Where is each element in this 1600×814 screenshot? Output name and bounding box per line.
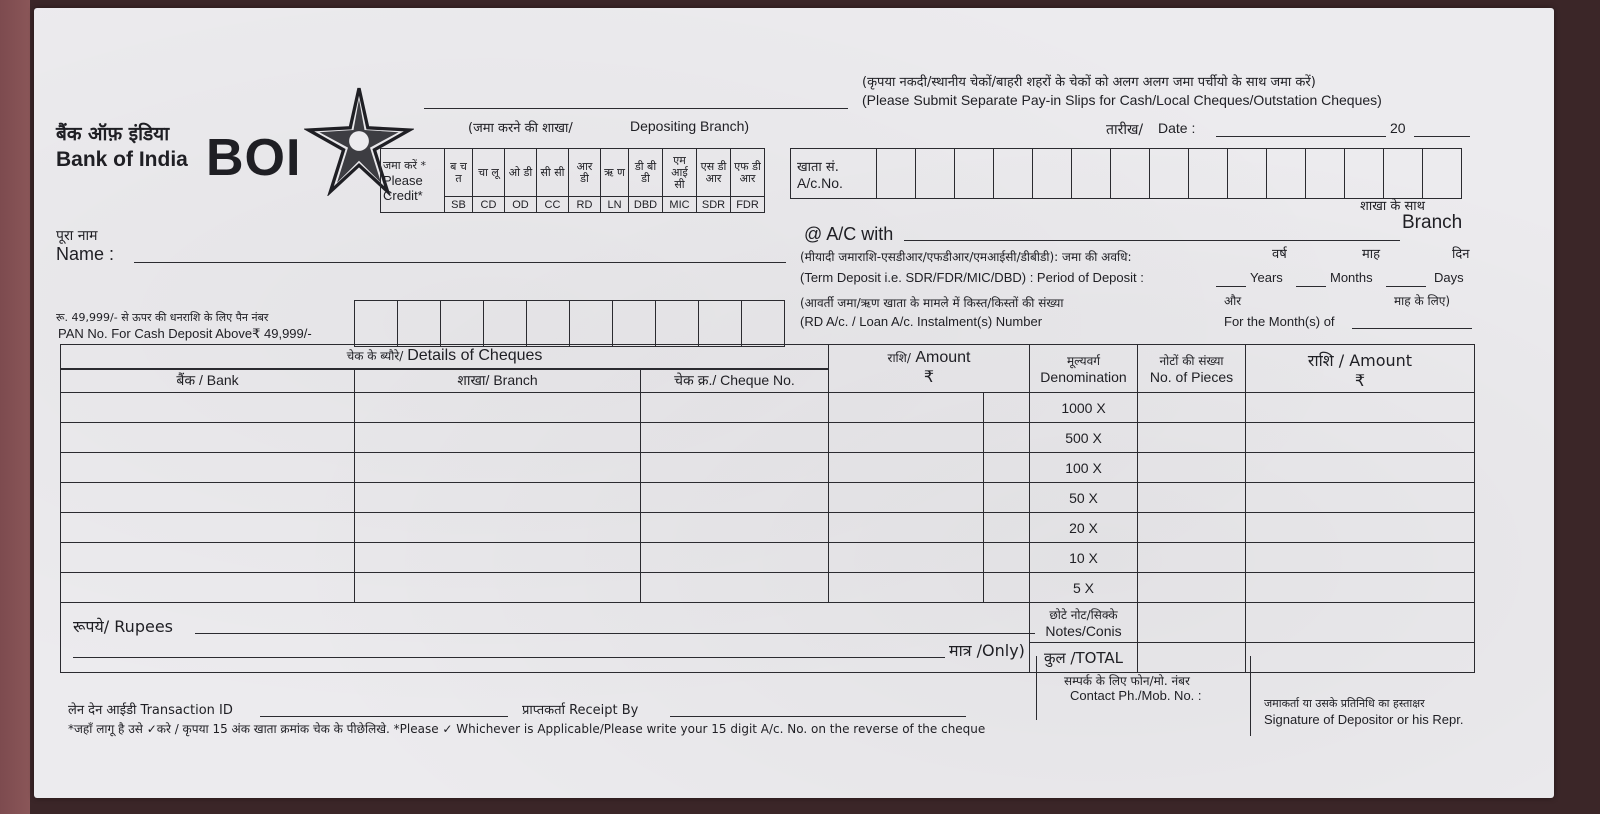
date-label-hi: तारीख/ [1106,122,1144,138]
year-field[interactable] [1414,136,1470,137]
coins-amount-cell[interactable] [1246,603,1475,643]
rd-line-en: (RD A/c. / Loan A/c. Instalment(s) Number [800,314,1043,329]
rupees-in-words-cell[interactable] [61,603,1030,673]
bank-cell[interactable] [61,543,355,573]
ac-digit[interactable] [1345,149,1384,199]
table-row [61,423,1475,453]
period-years-field[interactable] [1216,286,1246,287]
bank-column-header: बैंक / Bank [61,369,355,393]
signature-label-en: Signature of Depositor or his Repr. [1264,712,1464,727]
pan-digit[interactable] [742,301,785,347]
year-prefix: 20 [1390,120,1406,136]
pan-number-grid [354,300,785,347]
credit-cd-hindi: चा लू [473,149,505,197]
receipt-by-field[interactable] [670,716,966,717]
branch-cell[interactable] [355,453,641,483]
amount-rupees-cell[interactable] [829,513,984,543]
depositing-branch-line[interactable] [424,108,848,109]
ac-digit[interactable] [1111,149,1150,199]
transaction-id-label: लेन देन आईडी Transaction ID [68,703,233,718]
cheque-no-cell[interactable] [641,513,829,543]
term-deposit-hi: (मीयादी जमाराशि-एसडीआर/एफडीआर/एमआईसी/डीबीडी): जमा की अवधि: [800,250,1132,264]
credit-cc-checkbox[interactable]: CC [537,197,569,213]
credit-ln-checkbox[interactable]: LN [601,197,629,213]
cash-amount-cell[interactable] [1246,573,1475,603]
denomination-cell: 100 X [1030,453,1138,483]
cash-amount-cell[interactable] [1246,543,1475,573]
cheque-no-column-header: चेक क्र./ Cheque No. [641,369,829,393]
credit-type-grid [380,148,765,213]
ac-digit[interactable] [1267,149,1306,199]
amount-rupees-cell[interactable] [829,573,984,603]
table-row [61,483,1475,513]
credit-mic-checkbox[interactable]: MIC [663,197,697,213]
details-table [60,344,1475,673]
pieces-cell[interactable] [1138,453,1246,483]
cash-amount-cell[interactable] [1246,393,1475,423]
amount-paise-cell[interactable] [984,513,1030,543]
bank-cell[interactable] [61,393,355,423]
amount-header: राशि/ Amount ₹ [829,345,1030,393]
instruction-hindi: (कृपया नकदी/स्थानीय चेकों/बाहरी शहरों के चेकों को अलग अलग जमा पर्चीयो के साथ जमा करें) [862,75,1316,90]
amount-rupees-cell[interactable] [829,483,984,513]
for-month-label: For the Month(s) of [1224,314,1335,329]
day-hi: दिन [1452,247,1470,262]
pan-digit[interactable] [570,301,613,347]
pan-digit[interactable] [699,301,742,347]
ac-digit[interactable] [994,149,1033,199]
credit-sdr-hindi: एस डी आर [697,149,731,197]
cheque-no-cell[interactable] [641,393,829,423]
contact-label-hi: सम्पर्क के लिए फोन/मो. नंबर [1064,674,1190,688]
pieces-cell[interactable] [1138,483,1246,513]
years-label: Years [1250,270,1283,285]
receipt-by-label: प्राप्तकर्ता Receipt By [522,703,639,718]
pan-digit[interactable] [527,301,570,347]
account-number-grid [790,148,1462,199]
name-label-en: Name : [56,244,115,264]
denomination-header: मूल्यवर्ग Denomination [1030,345,1138,393]
ac-digit[interactable] [1306,149,1345,199]
credit-mic-hindi: एम आई सी [663,149,697,197]
pan-label-hi: रू. 49,999/- से ऊपर की धनराशि के लिए पैन नंबर [56,311,269,324]
branch-cell[interactable] [355,543,641,573]
table-row [61,543,1475,573]
denomination-cell: 20 X [1030,513,1138,543]
bank-cell[interactable] [61,573,355,603]
cheque-no-cell[interactable] [641,483,829,513]
denomination-cell: 5 X [1030,573,1138,603]
denomination-cell: 1000 X [1030,393,1138,423]
pan-digit[interactable] [484,301,527,347]
pan-digit[interactable] [441,301,484,347]
credit-sb-hindi: ब च त [445,149,473,197]
branch-cell[interactable] [355,393,641,423]
rd-month-hi: माह के लिए) [1394,294,1451,308]
credit-cc-hindi: सी सी [537,149,569,197]
ac-digit[interactable] [1189,149,1228,199]
transaction-id-field[interactable] [260,716,508,717]
name-field[interactable] [134,262,786,263]
amount-paise-cell[interactable] [984,393,1030,423]
coins-label: छोटे नोट/सिक्के Notes/Conis [1030,603,1138,643]
branch-cell[interactable] [355,573,641,603]
boi-logo-text: BOI [206,129,302,187]
signature-divider [1250,656,1251,736]
branch-label-en: Branch [1402,212,1463,233]
pan-digit[interactable] [398,301,441,347]
instruction-english: (Please Submit Separate Pay-in Slips for Cash/Local Cheques/Outstation Cheques) [862,92,1382,108]
pan-digit[interactable] [656,301,699,347]
cheque-no-cell[interactable] [641,453,829,483]
amount-paise-cell[interactable] [984,543,1030,573]
total-amount-cell[interactable] [1246,643,1475,673]
rupees-row [61,603,1475,643]
pieces-cell[interactable] [1138,423,1246,453]
months-label: Months [1330,270,1373,285]
credit-rd-hindi: आर डी [569,149,601,197]
amount-rupees-cell[interactable] [829,453,984,483]
branch-cell[interactable] [355,483,641,513]
period-days-field[interactable] [1386,286,1426,287]
depositing-branch-label-hi: (जमा करने की शाखा/ [468,121,573,136]
contact-label-en: Contact Ph./Mob. No. : [1070,688,1202,703]
denomination-cell: 50 X [1030,483,1138,513]
ac-digit[interactable] [1033,149,1072,199]
branch-cell[interactable] [355,423,641,453]
ac-digit[interactable] [1228,149,1267,199]
credit-dbd-checkbox[interactable]: DBD [629,197,663,213]
cheque-details-title: चेक के ब्यौरे/ Details of Cheques [61,345,829,369]
branch-column-header: शाखा/ Branch [355,369,641,393]
total-pieces-cell[interactable] [1138,643,1246,673]
cash-amount-header: राशि / Amount ₹ [1246,345,1475,393]
credit-fdr-checkbox[interactable]: FDR [731,197,765,213]
table-row [61,573,1475,603]
credit-sdr-checkbox[interactable]: SDR [697,197,731,213]
amount-rupees-cell[interactable] [829,423,984,453]
table-row [61,393,1475,423]
pan-label-en: PAN No. For Cash Deposit Above₹ 49,999/- [58,326,312,341]
total-label: कुल /TOTAL [1030,643,1138,673]
branch-cell[interactable] [355,513,641,543]
amount-paise-cell[interactable] [984,573,1030,603]
term-deposit-en: (Term Deposit i.e. SDR/FDR/MIC/DBD) : Period of Deposit : [800,270,1144,285]
table-row [61,513,1475,543]
depositing-branch-label-en: Depositing Branch) [630,118,750,134]
for-month-field[interactable] [1352,328,1472,329]
ac-digit[interactable] [1072,149,1111,199]
credit-dbd-hindi: डी बी डी [629,149,663,197]
ac-digit[interactable] [1384,149,1423,199]
account-number-label: खाता सं. A/c.No. [791,149,877,199]
contact-divider [1036,656,1037,720]
rupees-line-1[interactable] [195,633,1035,634]
credit-cd-checkbox[interactable]: CD [473,197,505,213]
pieces-cell[interactable] [1138,393,1246,423]
pieces-cell[interactable] [1138,573,1246,603]
cash-amount-cell[interactable] [1246,423,1475,453]
pieces-cell[interactable] [1138,543,1246,573]
ac-digit[interactable] [916,149,955,199]
denomination-cell: 500 X [1030,423,1138,453]
credit-od-checkbox[interactable]: OD [505,197,537,213]
pan-digit[interactable] [613,301,656,347]
pan-digit[interactable] [355,301,398,347]
branch-label-hi: शाखा के साथ [1360,199,1425,214]
cash-amount-cell[interactable] [1246,483,1475,513]
bank-name-english: Bank of India [56,148,188,171]
pay-in-slip [34,8,1554,798]
month-hi: माह [1362,247,1381,262]
rupees-label: रूपये/ Rupees [73,617,173,636]
ac-with-label: @ A/C with [804,224,894,244]
bank-cell[interactable] [61,483,355,513]
ac-digit[interactable] [955,149,994,199]
rd-and-hi: और [1224,294,1242,308]
pieces-header: नोटों की संख्या No. of Pieces [1138,345,1246,393]
table-row [61,453,1475,483]
cheque-no-cell[interactable] [641,423,829,453]
amount-paise-cell[interactable] [984,483,1030,513]
credit-od-hindi: ओ डी [505,149,537,197]
bank-cell[interactable] [61,513,355,543]
bank-name-hindi: बैंक ऑफ़ इंडिया [56,123,170,145]
cash-amount-cell[interactable] [1246,453,1475,483]
credit-ln-hindi: ऋ ण [601,149,629,197]
denomination-cell: 10 X [1030,543,1138,573]
amount-rupees-cell[interactable] [829,543,984,573]
ac-digit[interactable] [877,149,916,199]
pieces-cell[interactable] [1138,513,1246,543]
name-label-hi: पूरा नाम [56,228,98,244]
ac-with-branch-field[interactable] [904,240,1400,241]
date-field[interactable] [1216,136,1386,137]
year-hi: वर्ष [1272,247,1287,262]
coins-pieces-cell[interactable] [1138,603,1246,643]
credit-sb-checkbox[interactable]: SB [445,197,473,213]
amount-paise-cell[interactable] [984,423,1030,453]
days-label: Days [1434,270,1464,285]
signature-label-hi: जमाकर्ता या उसके प्रतिनिधि का हस्ताक्षर [1264,697,1425,710]
ac-digit[interactable] [1150,149,1189,199]
credit-fdr-hindi: एफ डी आर [731,149,765,197]
only-label: मात्र /Only) [949,641,1025,660]
amount-paise-cell[interactable] [984,453,1030,483]
period-months-field[interactable] [1296,286,1326,287]
rupees-line-2[interactable] [73,657,945,658]
bank-cell[interactable] [61,423,355,453]
credit-rd-checkbox[interactable]: RD [569,197,601,213]
ac-digit[interactable] [1423,149,1462,199]
please-credit-label: जमा करें * Please Credit* [381,149,445,213]
cash-amount-cell[interactable] [1246,513,1475,543]
cheque-no-cell[interactable] [641,543,829,573]
cheque-no-cell[interactable] [641,573,829,603]
rd-line-hi: (आवर्ती जमा/ऋण खाता के मामले में किस्त/किस्तों की संख्या [800,296,1064,310]
date-label-en: Date : [1158,120,1196,136]
bank-cell[interactable] [61,453,355,483]
amount-rupees-cell[interactable] [829,393,984,423]
footnote: *जहाँ लागू है उसे ✓करे / कृपया 15 अंक खाता क्रमांक चेक के पीछेलिखे. *Please ✓ Whichever is Applicable/Please write your 15 digit A/c. No. on the reverse of the cheque [68,722,986,736]
